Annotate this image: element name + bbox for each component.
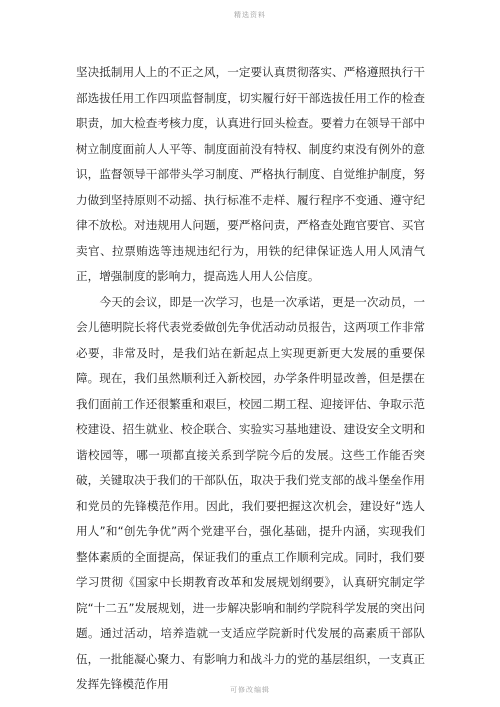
page-footer: 可修改编辑 [230, 686, 270, 694]
paragraph-2: 今天的会议，即是一次学习，也是一次承诺，更是一次动员，一会儿德明院长将代表党委做创先争优活动动员报告，这两项工作非常必要，非常及时，是我们站在新起点上实现更新更大发展的重要保障。现在，我们虽然顺利迁入新校园，办学条件明显改善，但是摆在我们面前工作还很繁重和艰巨，校园二期工程、迎接评估、争取示范校建设、招生就业、校企联合、实验实习基地建设、建设安全文明和谐校园等，哪一项都直接关系到学院今后的发展。这些工作能否突破，关键取决于我们的干部队伍，取决于我们党支部的战斗堡垒作用和党员的先锋模范作用。因此，我们要把握这次机会，建设好“选人用人”和“创先争优”两个党建平台，强化基础，提升内涵，实现我们整体素质的全面提高，保证我们的重点工作顺利完成。同时，我们要学习贯彻《国家中长期教育改革和发展规划纲要》，认真研究制定学院“十二五”发展规划，进一步解决影响和制约学院科学发展的突出问题。通过活动，培养造就一支适应学院新时代发展的高素质干部队伍，一批能凝心聚力、有影响力和战斗力的党的基层组织，一支真正发挥先锋模范作用 [76, 294, 425, 691]
paragraph-1: 坚决抵制用人上的不正之风，一定要认真贯彻落实、严格遵照执行干部选拔任用工作四项监督制度，切实履行好干部选拔任用工作的检查职责，加大检查考核力度，认真进行回头检查。要着力在领导干部中树立制度面前人人平等、制度面前没有特权、制度约束没有例外的意识，监督领导干部带头学习制度、严格执行制度、自觉维护制度，努力做到坚持原则不动摇、执行标准不走样、履行程序不变通、遵守纪律不放松。对违规用人问题，要严格问责，严格查处跑官要官、买官卖官、拉票贿选等违规违纪行为，用铁的纪律保证选人用人风清气正，增强制度的影响力，提高选人用人公信度。 [76, 65, 425, 283]
page-header: 精选资料 [234, 11, 266, 19]
document-body [76, 60, 425, 698]
